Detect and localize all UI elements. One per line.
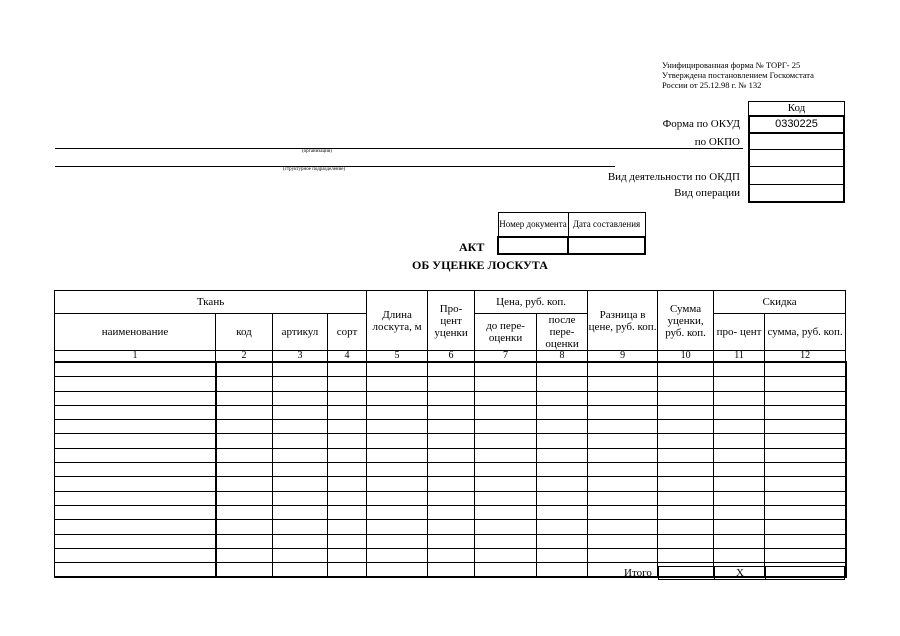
total-discount-percent: Х	[714, 566, 766, 580]
table-cell[interactable]	[55, 448, 216, 462]
table-cell[interactable]	[328, 505, 367, 519]
table-cell[interactable]	[588, 463, 658, 477]
table-cell[interactable]	[765, 434, 846, 448]
table-cell[interactable]	[428, 505, 475, 519]
table-cell[interactable]	[55, 434, 216, 448]
table-cell[interactable]	[428, 520, 475, 534]
table-row	[55, 377, 846, 391]
table-cell[interactable]	[765, 520, 846, 534]
table-cell[interactable]	[428, 534, 475, 548]
table-cell[interactable]	[658, 405, 714, 419]
table-cell[interactable]	[714, 448, 765, 462]
header-discount-percent: про- цент	[714, 314, 765, 351]
table-cell[interactable]	[658, 420, 714, 434]
table-cell[interactable]	[714, 391, 765, 405]
code-column-title: Код	[748, 101, 845, 116]
table-cell[interactable]	[475, 377, 537, 391]
total-discount-sum[interactable]	[765, 566, 845, 580]
table-cell[interactable]	[328, 477, 367, 491]
table-cell[interactable]	[328, 391, 367, 405]
table-cell[interactable]	[714, 477, 765, 491]
table-cell[interactable]	[428, 391, 475, 405]
table-cell[interactable]	[658, 477, 714, 491]
table-cell[interactable]	[328, 420, 367, 434]
okpo-label: по ОКПО	[694, 136, 740, 148]
table-cell[interactable]	[658, 448, 714, 462]
table-cell[interactable]	[55, 463, 216, 477]
doc-date-header: Дата составления	[568, 213, 645, 237]
table-cell[interactable]	[537, 548, 588, 562]
table-cell[interactable]	[475, 391, 537, 405]
table-cell[interactable]	[588, 491, 658, 505]
column-number: 4	[328, 351, 367, 363]
table-cell[interactable]	[537, 434, 588, 448]
table-cell[interactable]	[328, 377, 367, 391]
table-cell[interactable]	[658, 491, 714, 505]
table-cell[interactable]	[216, 377, 273, 391]
table-cell[interactable]	[273, 463, 328, 477]
doc-title-act: АКТ	[459, 240, 485, 254]
okdp-value[interactable]	[748, 166, 845, 185]
column-number: 6	[428, 351, 475, 363]
table-row	[55, 548, 846, 562]
table-cell[interactable]	[428, 362, 475, 377]
table-cell[interactable]	[216, 434, 273, 448]
table-row	[55, 534, 846, 548]
table-cell[interactable]	[273, 505, 328, 519]
table-cell[interactable]	[367, 362, 428, 377]
table-cell[interactable]	[328, 362, 367, 377]
table-cell[interactable]	[714, 420, 765, 434]
doc-title-subject: ОБ УЦЕНКЕ ЛОСКУТА	[412, 258, 548, 272]
table-row	[55, 434, 846, 448]
table-cell[interactable]	[588, 520, 658, 534]
table-row	[55, 405, 846, 419]
table-row	[55, 448, 846, 462]
table-cell[interactable]	[714, 491, 765, 505]
table-cell[interactable]	[367, 477, 428, 491]
table-cell[interactable]	[475, 463, 537, 477]
table-cell[interactable]	[475, 520, 537, 534]
table-row	[55, 491, 846, 505]
table-cell[interactable]	[367, 491, 428, 505]
table-cell[interactable]	[273, 477, 328, 491]
header-price-after: после пере- оценки	[537, 314, 588, 351]
organization-line[interactable]	[55, 148, 743, 149]
table-cell[interactable]	[216, 448, 273, 462]
table-cell[interactable]	[367, 520, 428, 534]
table-cell[interactable]	[273, 434, 328, 448]
table-cell[interactable]	[367, 505, 428, 519]
table-cell[interactable]	[428, 448, 475, 462]
table-cell[interactable]	[714, 520, 765, 534]
table-cell[interactable]	[537, 491, 588, 505]
table-cell[interactable]	[328, 448, 367, 462]
table-cell[interactable]	[55, 377, 216, 391]
table-cell[interactable]	[428, 434, 475, 448]
table-cell[interactable]	[714, 548, 765, 562]
table-cell[interactable]	[55, 391, 216, 405]
table-cell[interactable]	[714, 405, 765, 419]
operation-label: Вид операции	[674, 187, 740, 199]
table-cell[interactable]	[714, 534, 765, 548]
table-cell[interactable]	[537, 463, 588, 477]
table-cell[interactable]	[537, 420, 588, 434]
column-number: 8	[537, 351, 588, 363]
total-label: Итого	[624, 567, 652, 579]
table-cell[interactable]	[216, 477, 273, 491]
column-number: 7	[475, 351, 537, 363]
okdp-label: Вид деятельности по ОКДП	[607, 171, 740, 183]
table-cell[interactable]	[273, 420, 328, 434]
okpo-value[interactable]	[748, 133, 845, 150]
table-cell[interactable]	[367, 563, 428, 578]
table-cell[interactable]	[537, 377, 588, 391]
table-cell[interactable]	[475, 477, 537, 491]
table-cell[interactable]	[765, 377, 846, 391]
table-cell[interactable]	[658, 391, 714, 405]
table-cell[interactable]	[367, 463, 428, 477]
table-cell[interactable]	[658, 520, 714, 534]
table-cell[interactable]	[537, 534, 588, 548]
column-number: 12	[765, 351, 846, 363]
table-cell[interactable]	[367, 405, 428, 419]
table-cell[interactable]	[273, 377, 328, 391]
table-cell[interactable]	[475, 448, 537, 462]
table-cell[interactable]	[537, 448, 588, 462]
table-cell[interactable]	[367, 548, 428, 562]
table-cell[interactable]	[658, 505, 714, 519]
table-cell[interactable]	[273, 491, 328, 505]
table-cell[interactable]	[55, 491, 216, 505]
table-cell[interactable]	[588, 534, 658, 548]
table-cell[interactable]	[367, 377, 428, 391]
column-number: 11	[714, 351, 765, 363]
table-cell[interactable]	[273, 362, 328, 377]
table-cell[interactable]	[588, 477, 658, 491]
table-cell[interactable]	[588, 362, 658, 377]
table-cell[interactable]	[273, 534, 328, 548]
table-cell[interactable]	[328, 463, 367, 477]
doc-number-value[interactable]	[498, 237, 568, 254]
department-caption: (структурное подразделение)	[283, 167, 346, 172]
table-cell[interactable]	[537, 405, 588, 419]
table-cell[interactable]	[428, 463, 475, 477]
table-cell[interactable]	[475, 548, 537, 562]
header-percent: Про- цент уценки	[428, 291, 475, 351]
table-cell[interactable]	[55, 520, 216, 534]
table-cell[interactable]	[588, 548, 658, 562]
table-cell[interactable]	[328, 491, 367, 505]
table-cell[interactable]	[55, 420, 216, 434]
table-row	[55, 463, 846, 477]
table-cell[interactable]	[475, 405, 537, 419]
table-cell[interactable]	[216, 362, 273, 377]
form-header-line2: Утверждена постановлением Госкомстата	[662, 70, 814, 80]
header-discount: Скидка	[714, 291, 846, 314]
header-length: Длина лоскута, м	[367, 291, 428, 351]
table-row	[55, 391, 846, 405]
header-difference: Разница в цене, руб. коп.	[588, 291, 658, 351]
table-cell[interactable]	[328, 405, 367, 419]
table-cell[interactable]	[428, 477, 475, 491]
table-cell[interactable]	[216, 548, 273, 562]
table-cell[interactable]	[475, 505, 537, 519]
table-cell[interactable]	[55, 505, 216, 519]
table-cell[interactable]	[537, 362, 588, 377]
form-header-line3: России от 25.12.98 г. № 132	[662, 80, 762, 90]
table-cell[interactable]	[765, 491, 846, 505]
table-cell[interactable]	[537, 520, 588, 534]
table-cell[interactable]	[765, 477, 846, 491]
table-cell[interactable]	[475, 420, 537, 434]
header-fabric: Ткань	[55, 291, 367, 314]
okud-label: Форма по ОКУД	[662, 118, 740, 130]
column-number: 10	[658, 351, 714, 363]
table-cell[interactable]	[428, 377, 475, 391]
table-row	[55, 362, 846, 377]
table-cell[interactable]	[658, 377, 714, 391]
table-cell[interactable]	[537, 505, 588, 519]
table-cell[interactable]	[588, 391, 658, 405]
table-cell[interactable]	[588, 505, 658, 519]
form-header-line1: Унифицированная форма № ТОРГ- 25	[662, 60, 801, 70]
column-number: 2	[216, 351, 273, 363]
table-cell[interactable]	[588, 405, 658, 419]
table-cell[interactable]	[216, 491, 273, 505]
table-cell[interactable]	[588, 448, 658, 462]
table-cell[interactable]	[428, 563, 475, 578]
table-cell[interactable]	[273, 448, 328, 462]
table-row	[55, 520, 846, 534]
table-cell[interactable]	[367, 420, 428, 434]
table-cell[interactable]	[475, 434, 537, 448]
table-cell[interactable]	[428, 405, 475, 419]
table-cell[interactable]	[273, 563, 328, 578]
table-cell[interactable]	[273, 391, 328, 405]
table-cell[interactable]	[273, 548, 328, 562]
table-cell[interactable]	[216, 391, 273, 405]
table-cell[interactable]	[588, 434, 658, 448]
table-cell[interactable]	[537, 391, 588, 405]
header-code: код	[216, 314, 273, 351]
header-price: Цена, руб. коп.	[475, 291, 588, 314]
form-header	[662, 60, 814, 90]
table-cell[interactable]	[428, 420, 475, 434]
table-cell[interactable]	[537, 477, 588, 491]
table-cell[interactable]	[216, 420, 273, 434]
table-cell[interactable]	[765, 463, 846, 477]
header-markdown-sum: Сумма уценки, руб. коп.	[658, 291, 714, 351]
table-cell[interactable]	[658, 434, 714, 448]
total-markdown-sum[interactable]	[658, 566, 715, 580]
doc-date-value[interactable]	[568, 237, 645, 254]
table-cell[interactable]	[765, 448, 846, 462]
table-cell[interactable]	[765, 405, 846, 419]
table-cell[interactable]	[765, 362, 846, 377]
table-row	[55, 420, 846, 434]
table-cell[interactable]	[765, 548, 846, 562]
table-cell[interactable]	[475, 362, 537, 377]
header-grade: сорт	[328, 314, 367, 351]
table-cell[interactable]	[658, 548, 714, 562]
table-cell[interactable]	[428, 491, 475, 505]
table-cell[interactable]	[537, 563, 588, 578]
column-number: 9	[588, 351, 658, 363]
column-number: 3	[273, 351, 328, 363]
table-row	[55, 505, 846, 519]
table-cell[interactable]	[714, 505, 765, 519]
okud-value[interactable]: 0330225	[748, 115, 845, 134]
table-cell[interactable]	[55, 548, 216, 562]
column-number: 1	[55, 351, 216, 363]
blank-code-1[interactable]	[748, 149, 845, 167]
table-cell[interactable]	[328, 534, 367, 548]
table-cell[interactable]	[765, 420, 846, 434]
table-cell[interactable]	[216, 520, 273, 534]
table-cell[interactable]	[328, 548, 367, 562]
table-cell[interactable]	[658, 362, 714, 377]
table-cell[interactable]	[55, 563, 216, 578]
table-cell[interactable]	[367, 448, 428, 462]
header-article: артикул	[273, 314, 328, 351]
table-cell[interactable]	[216, 534, 273, 548]
header-name: наименование	[55, 314, 216, 351]
table-cell[interactable]	[216, 563, 273, 578]
table-cell[interactable]	[216, 463, 273, 477]
table-cell[interactable]	[55, 362, 216, 377]
table-cell[interactable]	[475, 534, 537, 548]
table-cell[interactable]	[367, 434, 428, 448]
table-cell[interactable]	[55, 477, 216, 491]
table-cell[interactable]	[367, 534, 428, 548]
table-cell[interactable]	[588, 420, 658, 434]
table-cell[interactable]	[328, 563, 367, 578]
table-cell[interactable]	[273, 520, 328, 534]
markdown-table	[54, 290, 847, 578]
column-number: 5	[367, 351, 428, 363]
table-cell[interactable]	[765, 391, 846, 405]
header-discount-sum: сумма, руб. коп.	[765, 314, 846, 351]
table-cell[interactable]	[55, 534, 216, 548]
table-cell[interactable]	[765, 505, 846, 519]
table-cell[interactable]	[475, 563, 537, 578]
header-price-before: до пере- оценки	[475, 314, 537, 351]
table-cell[interactable]	[216, 505, 273, 519]
table-cell[interactable]	[714, 362, 765, 377]
operation-value[interactable]	[748, 184, 845, 203]
doc-meta-table	[497, 212, 646, 255]
table-cell[interactable]	[55, 405, 216, 419]
table-cell[interactable]	[588, 377, 658, 391]
table-cell[interactable]	[328, 520, 367, 534]
table-cell[interactable]	[216, 405, 273, 419]
organization-caption: (организация)	[302, 149, 332, 154]
table-cell[interactable]	[428, 548, 475, 562]
table-cell[interactable]	[367, 391, 428, 405]
table-cell[interactable]	[714, 463, 765, 477]
table-cell[interactable]	[658, 534, 714, 548]
table-cell[interactable]	[765, 534, 846, 548]
doc-number-header: Номер документа	[498, 213, 568, 237]
table-cell[interactable]	[273, 405, 328, 419]
table-cell[interactable]	[714, 377, 765, 391]
table-row	[55, 477, 846, 491]
table-cell[interactable]	[658, 463, 714, 477]
table-cell[interactable]	[475, 491, 537, 505]
table-cell[interactable]	[714, 434, 765, 448]
table-cell[interactable]	[328, 434, 367, 448]
